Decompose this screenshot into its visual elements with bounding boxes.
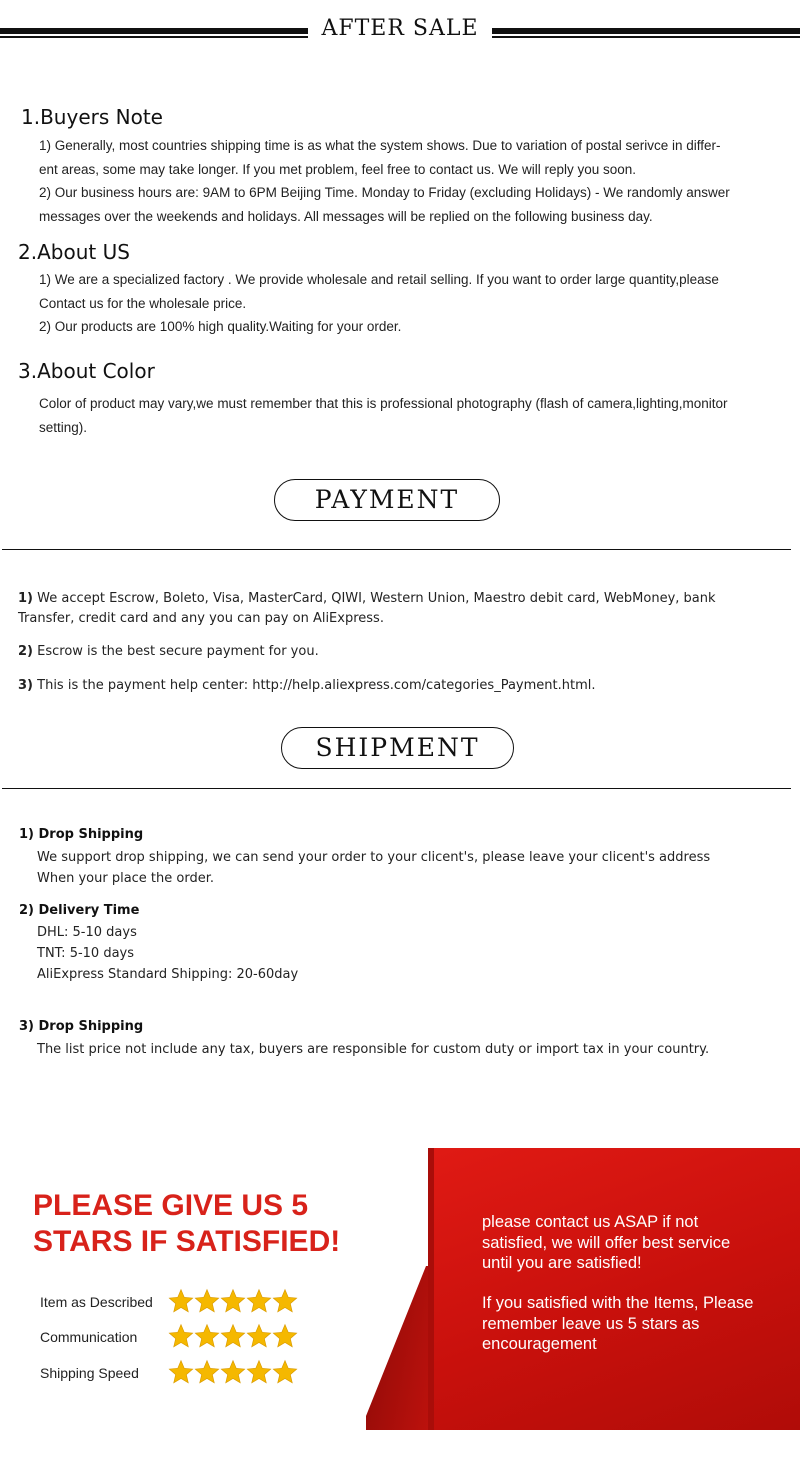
shipment-section-heading: 3) Drop Shipping	[19, 1019, 144, 1034]
star-icon	[168, 1323, 194, 1349]
red-box-edge	[428, 1148, 434, 1430]
shipment-line: The list price not include any tax, buyers are responsible for custom duty or import tax in your country.	[37, 1042, 710, 1057]
contact-line: satisfied, we will offer best service	[482, 1233, 731, 1252]
star-icon	[272, 1288, 298, 1314]
five-star-banner	[0, 1148, 800, 1430]
rating-stars	[168, 1288, 298, 1318]
shipment-section-text	[37, 1039, 709, 1060]
payment-help-link[interactable]: This is the payment help center: http://help.aliexpress.com/categories_Payment.html.	[37, 678, 596, 693]
contact-message	[482, 1212, 730, 1274]
header-rule-right	[492, 28, 800, 34]
about-us-text	[39, 268, 794, 339]
feedback-line: encouragement	[482, 1335, 597, 1353]
rating-row	[40, 1359, 320, 1389]
star-icon	[168, 1359, 194, 1385]
shipment-section-heading: 1) Drop Shipping	[19, 827, 144, 842]
banner-title-line: STARS IF SATISFIED!	[33, 1225, 341, 1258]
about-us-line: Contact us for the wholesale price.	[39, 295, 247, 311]
payment-title	[274, 479, 500, 521]
shipment-section-heading: 2) Delivery Time	[19, 903, 140, 918]
shipment-line: When your place the order.	[37, 871, 215, 886]
buyers-note-heading: 1.Buyers Note	[21, 105, 163, 129]
about-us-line: 2) Our products are 100% high quality.Waiting for your order.	[39, 319, 402, 334]
header-rule-right-thin	[492, 36, 800, 38]
star-icon	[246, 1359, 272, 1385]
rating-label: Communication	[40, 1329, 138, 1345]
red-gift-box	[428, 1148, 800, 1430]
about-color-line: Color of product may vary,we must remember that this is professional photography (flash of camera,lighting,monitor	[39, 396, 728, 411]
buyers-note-line: 2) Our business hours are: 9AM to 6PM Beijing Time. Monday to Friday (excluding Holidays) - We randomly answer	[39, 185, 730, 200]
star-icon	[220, 1288, 246, 1314]
star-icon	[194, 1323, 220, 1349]
banner-title	[33, 1188, 340, 1260]
star-icon	[220, 1323, 246, 1349]
star-icon	[194, 1288, 220, 1314]
page-title: AFTER SALE	[321, 16, 479, 41]
buyers-note-text	[39, 134, 794, 228]
payment-title-text: PAYMENT	[314, 485, 460, 514]
star-icon	[246, 1288, 272, 1314]
payment-item-text: Escrow is the best secure payment for you.	[37, 644, 319, 659]
payment-item-num: 2)	[18, 644, 33, 659]
payment-item-3	[18, 676, 788, 696]
about-color-heading: 3.About Color	[18, 359, 155, 383]
feedback-message	[482, 1293, 753, 1355]
contact-line: until you are satisfied!	[482, 1254, 642, 1272]
shipment-line: TNT: 5-10 days	[37, 946, 135, 961]
star-icon	[168, 1288, 194, 1314]
star-icon	[272, 1323, 298, 1349]
rating-label: Shipping Speed	[40, 1365, 139, 1381]
banner-title-line: PLEASE GIVE US 5	[33, 1189, 309, 1222]
payment-divider	[2, 549, 791, 550]
star-icon	[246, 1323, 272, 1349]
rating-label: Item as Described	[40, 1294, 153, 1310]
star-icon	[220, 1359, 246, 1385]
buyers-note-line: ent areas, some may take longer. If you met problem, feel free to contact us. We will reply you soon.	[39, 161, 637, 177]
buyers-note-line: messages over the weekends and holidays. All messages will be replied on the following business day.	[39, 208, 653, 224]
star-icon	[194, 1359, 220, 1385]
shipment-divider	[2, 788, 791, 789]
rating-stars	[168, 1323, 298, 1353]
payment-item-text: We accept Escrow, Boleto, Visa, MasterCard, QIWI, Western Union, Maestro debit card, WebMoney, bank	[37, 591, 716, 606]
contact-line: please contact us ASAP if not	[482, 1213, 699, 1231]
about-us-heading: 2.About US	[18, 240, 130, 264]
payment-item-num: 1)	[18, 591, 33, 606]
payment-item-text-cont: Transfer, credit card and any you can pay on AliExpress.	[18, 611, 384, 626]
shipment-line: We support drop shipping, we can send your order to your clicent's, please leave your clicent's address	[37, 850, 711, 865]
shipment-title-text: SHIPMENT	[315, 733, 480, 762]
shipment-title	[281, 727, 514, 769]
about-us-line: 1) We are a specialized factory . We provide wholesale and retail selling. If you want to order large quantity,please	[39, 272, 719, 287]
about-color-text	[39, 392, 794, 439]
shipment-line: DHL: 5-10 days	[37, 925, 137, 940]
feedback-line: remember leave us 5 stars as	[482, 1314, 700, 1333]
rating-row	[40, 1323, 320, 1353]
shipment-line: AliExpress Standard Shipping: 20-60day	[37, 967, 299, 982]
feedback-line: If you satisfied with the Items, Please	[482, 1294, 754, 1312]
rating-row	[40, 1288, 320, 1318]
about-color-line: setting).	[39, 419, 88, 435]
shipment-section-text	[37, 922, 298, 985]
payment-item-num: 3)	[18, 678, 33, 693]
star-icon	[272, 1359, 298, 1385]
payment-item-2	[18, 642, 788, 662]
shipment-section-text	[37, 847, 710, 889]
buyers-note-line: 1) Generally, most countries shipping time is as what the system shows. Due to variation of postal serivce in differ-	[39, 138, 721, 153]
payment-item-1	[18, 589, 788, 629]
rating-stars	[168, 1359, 298, 1389]
